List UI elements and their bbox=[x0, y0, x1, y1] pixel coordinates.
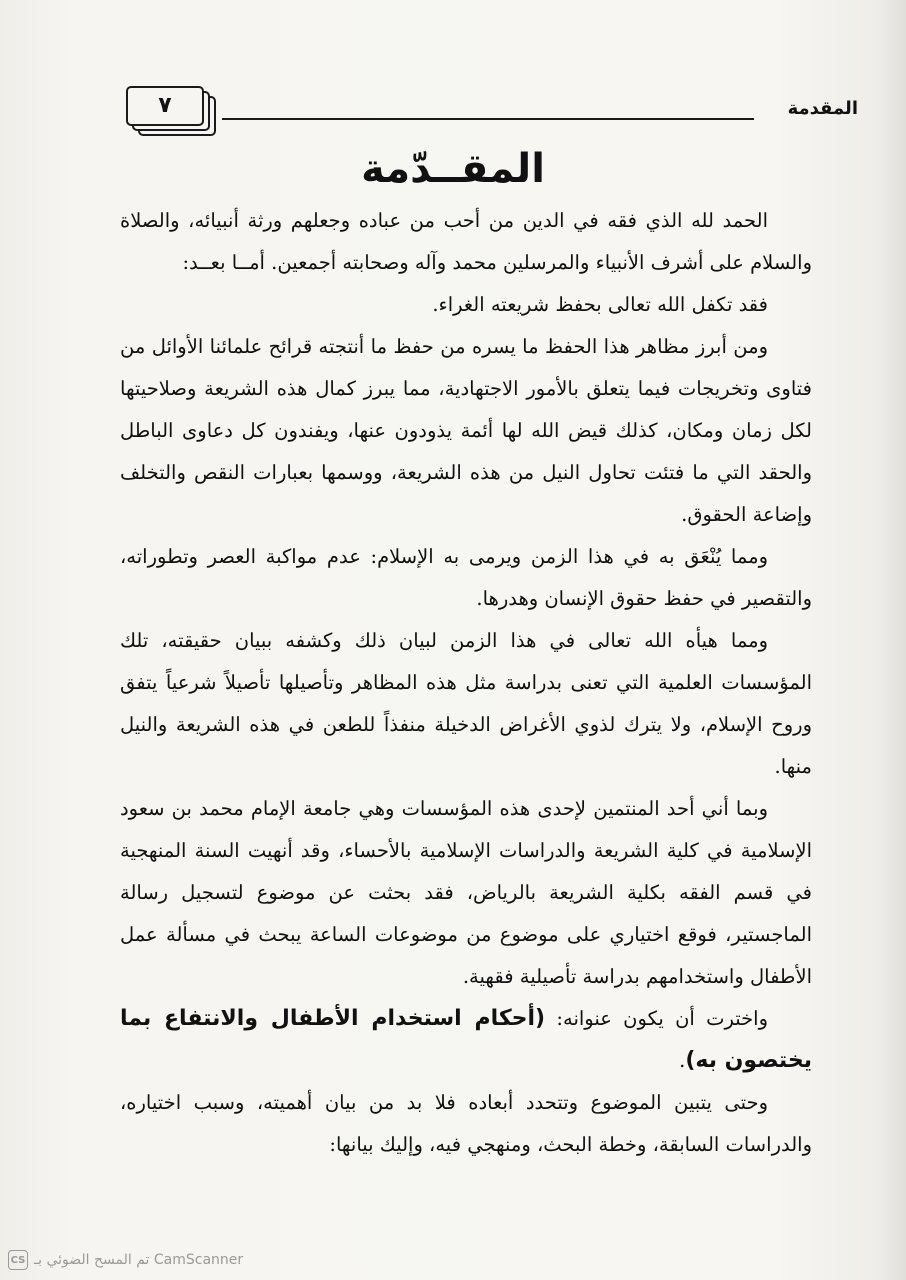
chapter-heading: المقــدّمة bbox=[361, 146, 545, 192]
page-number: ٧ bbox=[158, 93, 172, 118]
title-suffix: . bbox=[679, 1049, 686, 1072]
paragraph: فقد تكفل الله تعالى بحفظ شريعته الغراء. bbox=[432, 293, 768, 316]
paragraph: الحمد لله الذي فقه في الدين من أحب من عباده وجعلهم ورثة أنبيائه، والصلاة والسلام على أشرف الأنبياء والمرسلين محمد وآله وصحابته أجمعين. أمــا بعــد: bbox=[120, 209, 812, 274]
camscanner-logo-icon: CS bbox=[8, 1250, 28, 1270]
page-box-layer bbox=[126, 86, 204, 126]
paragraph: ومما هيأه الله تعالى في هذا الزمن لبيان ذلك وكشفه ببيان حقيقته، تلك المؤسسات العلمية التي تعنى بدراسة مثل هذه المظاهر وتأصيلها تأصيلاً شرعياً يتفق وروح الإسلام، ولا يترك لذوي الأغراض الدخيلة منفذاً للطعن في هذه الشريعة والنيل منها. bbox=[120, 629, 812, 778]
camscanner-watermark bbox=[8, 1250, 243, 1270]
paragraph: ومن أبرز مظاهر هذا الحفظ ما يسره من حفظ ما أنتجته قرائح علمائنا الأوائل من فتاوى وتخريجات فيما يتعلق بالأمور الاجتهادية، مما يبرز كمال هذه الشريعة وصلاحيتها لكل زمان ومكان، كذلك قيض الله لها أئمة يذودون عنها، ويفندون كل دعاوى الباطل والحقد التي ما فتئت تحاول النيل من هذه الشريعة، ووسمها بعبارات النقص والتخلف وإضاعة الحقوق. bbox=[120, 335, 812, 526]
page-edge-shadow bbox=[876, 0, 906, 1280]
paragraph: وحتى يتبين الموضوع وتتحدد أبعاده فلا بد من بيان أهميته، وسبب اختياره، والدراسات السابقة، وخطة البحث، ومنهجي فيه، وإليك بيانها: bbox=[120, 1091, 812, 1156]
paragraph: ومما يُنْعَق به في هذا الزمن ويرمى به الإسلام: عدم مواكبة العصر وتطوراته، والتقصير في حفظ حقوق الإنسان وهدرها. bbox=[120, 545, 812, 610]
title-prefix: واخترت أن يكون عنوانه: bbox=[545, 1007, 768, 1030]
title-paragraph bbox=[120, 998, 812, 1082]
paragraph: وبما أني أحد المنتمين لإحدى هذه المؤسسات وهي جامعة الإمام محمد بن سعود الإسلامية في كلية الشريعة والدراسات الإسلامية بالأحساء، وقد أنهيت السنة المنهجية في قسم الفقه بكلية الشريعة بالرياض، فقد بحثت عن موضوع لتسجيل رسالة الماجستير، فوقع اختياري على موضوع من موضوعات الساعة يبحث في مسألة عمل الأطفال واستخدامهم بدراسة تأصيلية فقهية. bbox=[120, 797, 812, 988]
running-header-title: المقدمة bbox=[787, 98, 858, 119]
page-number-box bbox=[126, 86, 210, 134]
thesis-title: (أحكام استخدام الأطفال والانتفاع بما يختصون به) bbox=[120, 1006, 812, 1073]
watermark-text: تم المسح الضوئي بـ CamScanner bbox=[34, 1252, 244, 1268]
header-rule bbox=[222, 118, 754, 120]
body-text bbox=[120, 200, 812, 1166]
